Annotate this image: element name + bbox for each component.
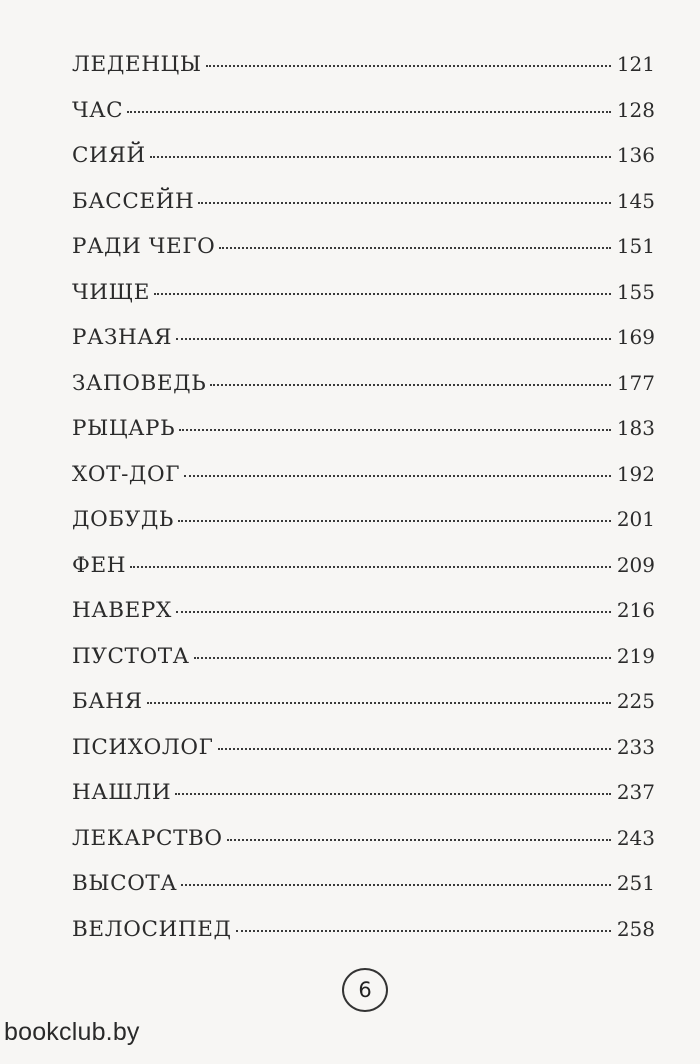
dot-leader xyxy=(206,65,611,67)
toc-entry-page: 258 xyxy=(616,916,655,941)
toc-entry-page: 201 xyxy=(616,507,655,531)
toc-entry-page: 225 xyxy=(616,689,655,713)
toc-entry-page: 177 xyxy=(616,370,655,395)
toc-entry-page: 243 xyxy=(616,825,655,850)
toc-entry-title: ДОБУДЬ xyxy=(72,507,175,532)
toc-entry xyxy=(72,735,655,781)
toc-entry-title: РЫЦАРЬ xyxy=(72,416,176,441)
toc-entry-title: БАНЯ xyxy=(72,689,143,714)
site-watermark: bookclub.by xyxy=(4,1018,140,1046)
dot-leader xyxy=(127,111,611,113)
toc-entry xyxy=(72,143,655,189)
dot-leader xyxy=(178,520,611,522)
toc-entry xyxy=(72,644,655,690)
toc-entry-page: 209 xyxy=(616,552,655,577)
dot-leader xyxy=(210,384,610,386)
toc-entry-page: 237 xyxy=(616,780,655,804)
toc-entry xyxy=(72,462,655,508)
toc-entry-page: 219 xyxy=(616,643,655,668)
toc-entry-title: ЧИЩЕ xyxy=(72,279,150,305)
dot-leader xyxy=(154,293,611,295)
toc-entry xyxy=(72,507,655,553)
toc-entry-title: ЛЕДЕНЦЫ xyxy=(72,52,202,77)
toc-entry-title: ФЕН xyxy=(72,552,127,578)
toc-entry xyxy=(72,234,655,280)
toc-entry-page: 136 xyxy=(616,143,655,167)
toc-entry xyxy=(72,416,655,462)
toc-entry xyxy=(72,871,655,917)
dot-leader xyxy=(179,429,611,431)
toc-entry-title: ЗАПОВЕДЬ xyxy=(72,370,207,396)
page-number-badge xyxy=(342,968,388,1012)
toc-entry-page: 192 xyxy=(616,461,655,486)
toc-entry-title: РАЗНАЯ xyxy=(72,325,173,350)
toc-entry-page: 233 xyxy=(616,734,655,759)
toc-entry-title: БАССЕЙН xyxy=(72,188,195,214)
dot-leader xyxy=(150,156,611,158)
toc-entry-page: 169 xyxy=(616,325,655,349)
toc-entry-title: НАШЛИ xyxy=(72,780,172,805)
dot-leader xyxy=(130,566,611,568)
toc-entry-page: 121 xyxy=(616,52,655,76)
toc-entry-page: 183 xyxy=(616,416,655,440)
toc-entry xyxy=(72,325,655,371)
dot-leader xyxy=(236,930,611,932)
toc-entry xyxy=(72,280,655,326)
toc-entry xyxy=(72,826,655,872)
dot-leader xyxy=(227,839,611,841)
dot-leader xyxy=(194,657,611,659)
toc-entry-title: ЧАС xyxy=(72,97,124,123)
toc-entry-page: 128 xyxy=(616,97,655,122)
toc-entry-page: 145 xyxy=(616,188,655,213)
toc-entry-title: ВЕЛОСИПЕД xyxy=(72,916,232,942)
toc-entry-title: ВЫСОТА xyxy=(72,871,178,896)
toc-entry-title: НАВЕРХ xyxy=(72,598,172,623)
dot-leader xyxy=(218,748,611,750)
toc-entry-page: 151 xyxy=(616,234,655,258)
toc-entry xyxy=(72,780,655,826)
dot-leader xyxy=(181,884,611,886)
dot-leader xyxy=(175,793,611,795)
toc-entry-title: ПСИХОЛОГ xyxy=(72,734,214,760)
dot-leader xyxy=(198,202,610,204)
toc-entry xyxy=(72,598,655,644)
toc-entry-title: РАДИ ЧЕГО xyxy=(72,234,216,259)
toc-entry-page: 251 xyxy=(616,871,655,895)
toc-entry xyxy=(72,917,655,963)
toc-entry-title: СИЯЙ xyxy=(72,143,146,168)
dot-leader xyxy=(147,702,611,704)
toc-entry xyxy=(72,98,655,144)
toc-entry-title: ПУСТОТА xyxy=(72,643,190,669)
toc-entry-title: ХОТ-ДОГ xyxy=(72,461,181,487)
toc-entry xyxy=(72,689,655,735)
dot-leader xyxy=(176,338,611,340)
toc-entry xyxy=(72,553,655,599)
toc-entry xyxy=(72,52,655,98)
table-of-contents xyxy=(72,52,655,962)
toc-entry xyxy=(72,371,655,417)
dot-leader xyxy=(219,247,610,249)
toc-entry-title: ЛЕКАРСТВО xyxy=(72,825,223,851)
toc-entry-page: 216 xyxy=(616,598,655,622)
toc-entry-page: 155 xyxy=(616,279,655,304)
dot-leader xyxy=(176,611,611,613)
toc-entry xyxy=(72,189,655,235)
dot-leader xyxy=(184,475,611,477)
page-number: 6 xyxy=(358,978,372,1002)
